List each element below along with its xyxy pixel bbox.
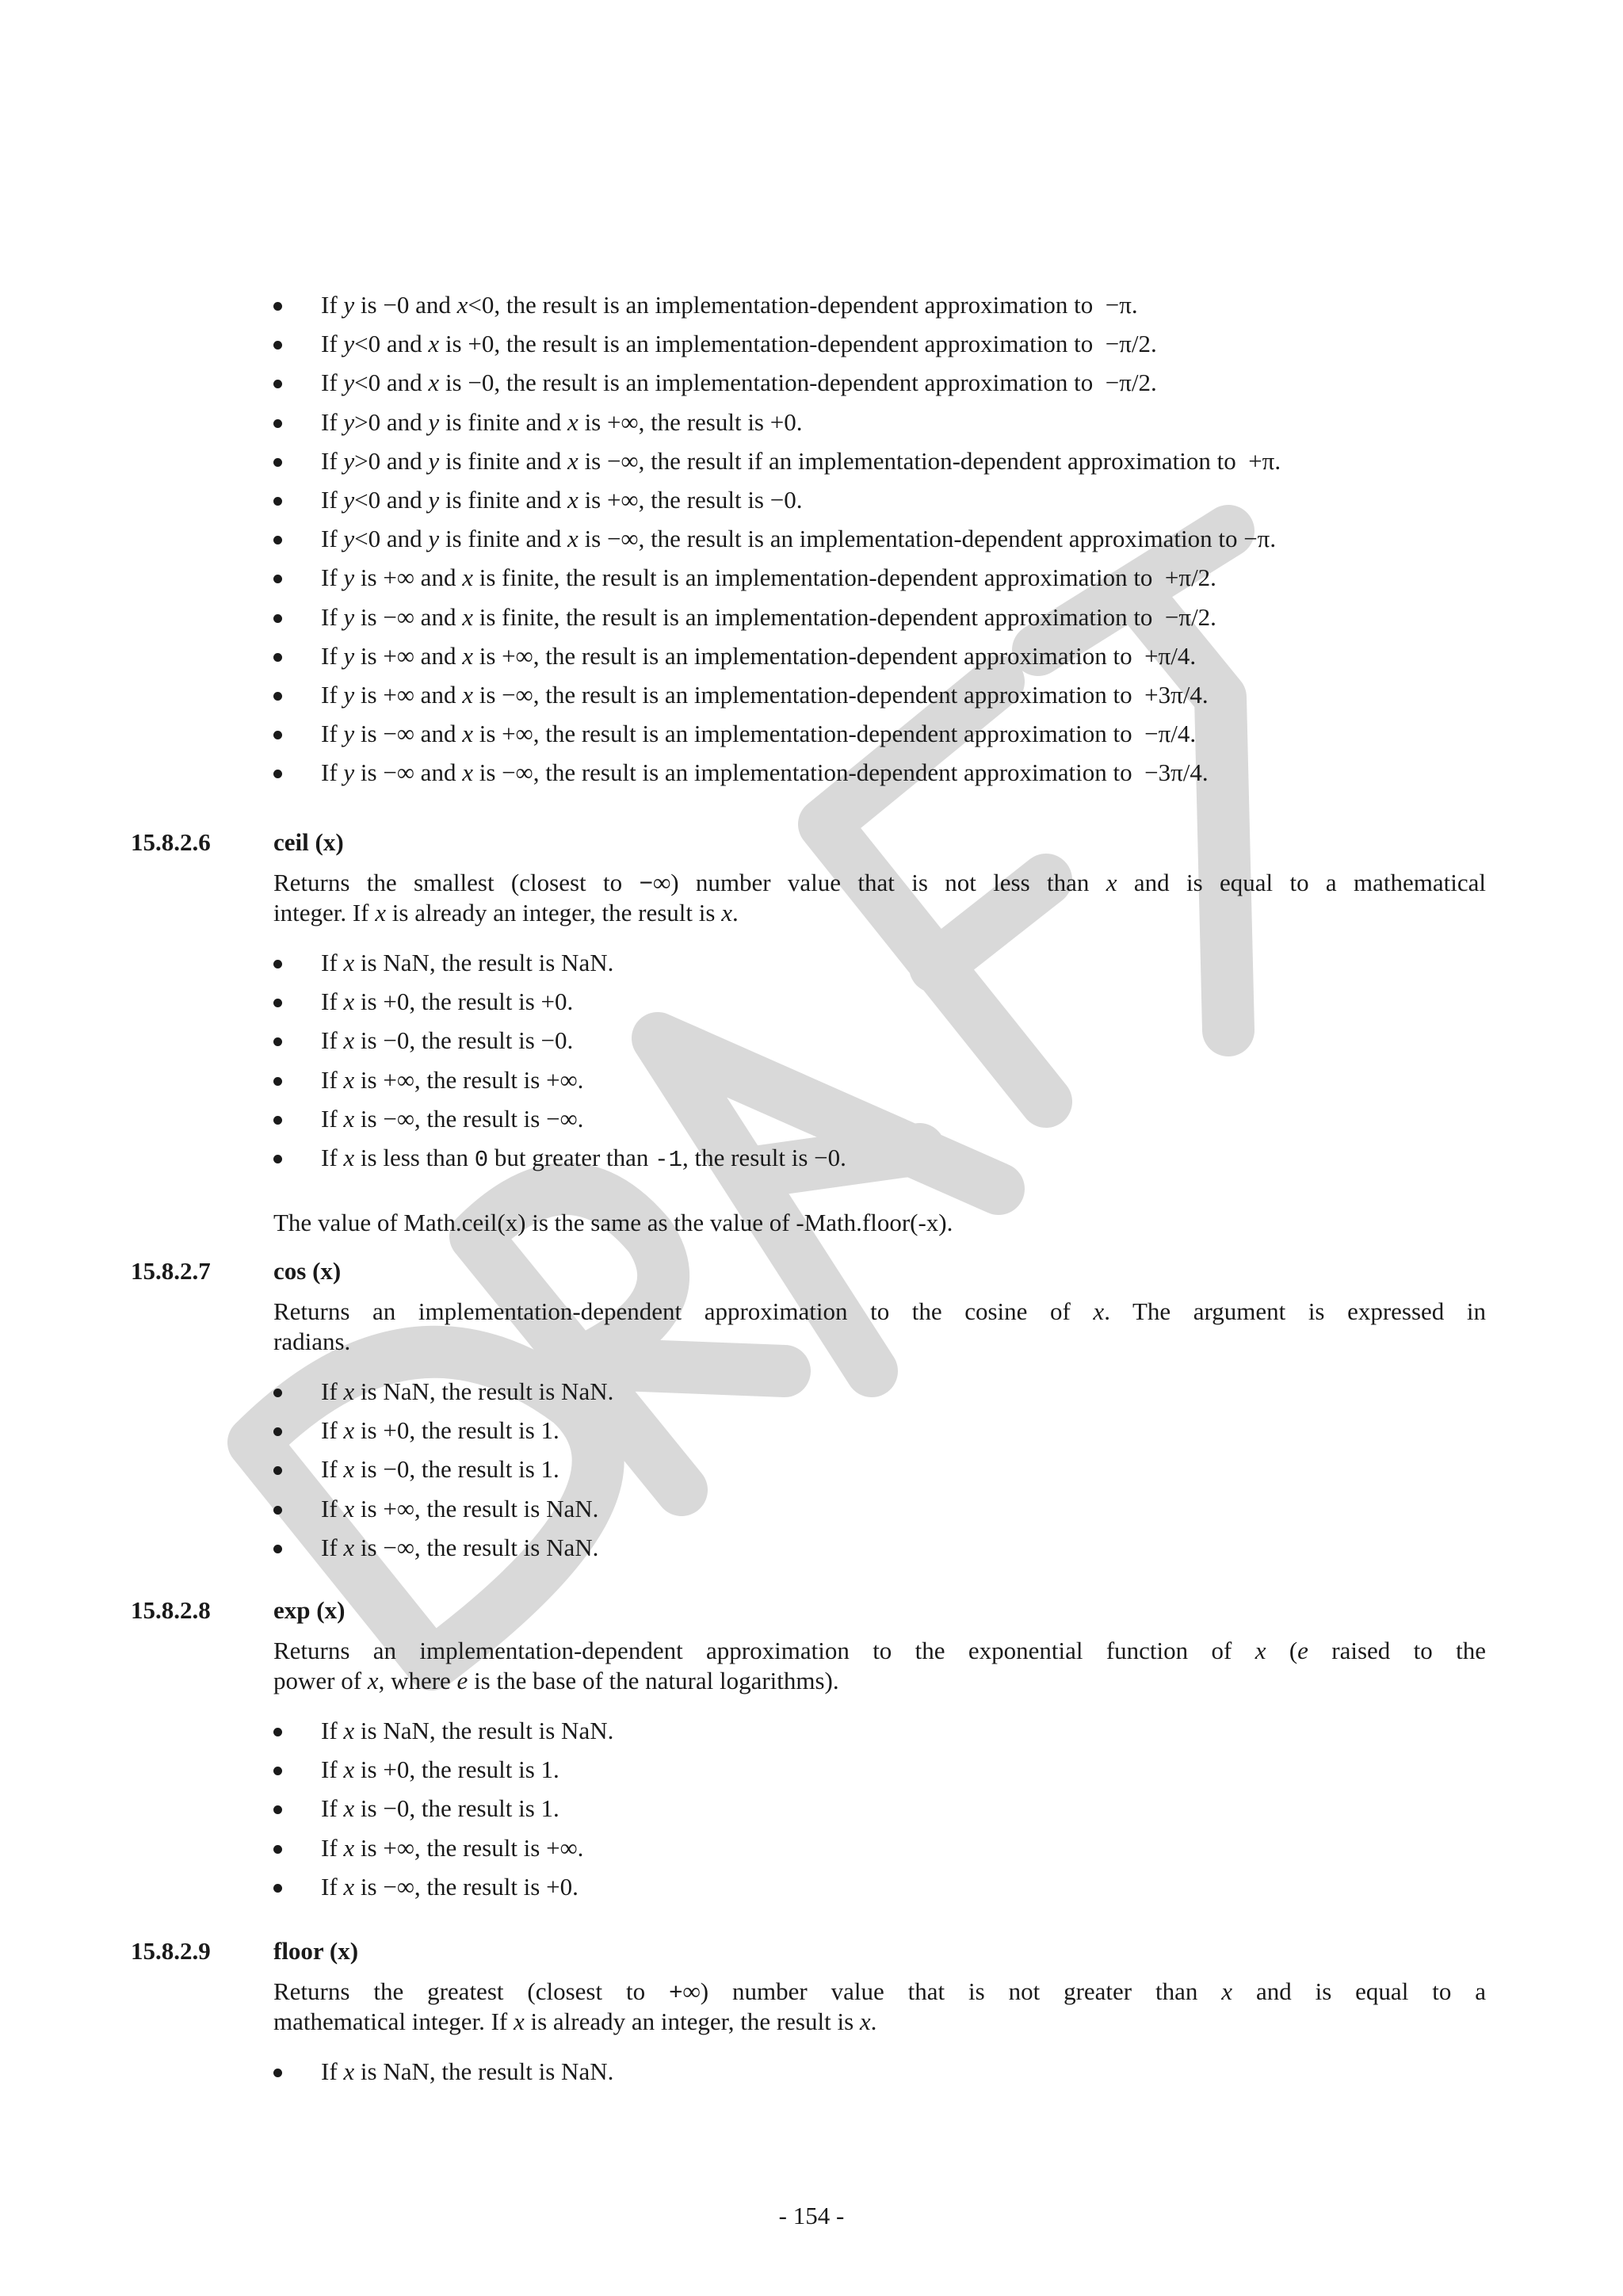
bullet-icon <box>273 1466 282 1475</box>
section-number: 15.8.2.6 <box>131 828 211 856</box>
bullet-icon <box>273 497 282 506</box>
atan2-bullet-item <box>273 758 1281 797</box>
exp-bullet-text: If x is −0, the result is 1. <box>321 1794 559 1823</box>
exp-bullet-text: If x is +0, the result is 1. <box>321 1755 559 1784</box>
floor-description <box>273 1977 1486 2037</box>
atan2-bullet-item <box>273 680 1281 719</box>
bullet-icon <box>273 1767 282 1775</box>
bullet-icon <box>273 1728 282 1736</box>
cos-bullet-item <box>273 1415 613 1454</box>
atan2-bullet-text: If y<0 and y is finite and x is +∞, the result is −0. <box>321 485 803 514</box>
bullet-icon <box>273 458 282 467</box>
exp-bullet-item <box>273 1716 613 1755</box>
atan2-bullet-item <box>273 485 1281 524</box>
bullet-icon <box>273 692 282 701</box>
atan2-bullet-text: If y is −∞ and x is −∞, the result is an implementation-dependent approximation to −3π/4. <box>321 758 1209 787</box>
atan2-bullet-item <box>273 602 1281 641</box>
atan2-bullet-text: If y is −∞ and x is +∞, the result is an implementation-dependent approximation to −π/4. <box>321 720 1197 748</box>
atan2-bullet-text: If y>0 and y is finite and x is −∞, the result if an implementation-dependent approximation to +π. <box>321 446 1281 475</box>
bullet-icon <box>273 731 282 739</box>
atan2-bullet-item <box>273 524 1281 563</box>
atan2-bullet-item <box>273 563 1281 602</box>
atan2-bullet-text: If y is −∞ and x is finite, the result is an implementation-dependent approximation to −π/2. <box>321 602 1216 631</box>
section-title-exp: exp (x) <box>273 1596 346 1624</box>
bullet-icon <box>273 1506 282 1515</box>
ceil-bullet-item <box>273 987 846 1026</box>
ceil-note: The value of Math.ceil(x) is the same as the value of -Math.floor(-x). <box>273 1209 953 1236</box>
section-title-cos: cos (x) <box>273 1257 342 1285</box>
bullet-icon <box>273 999 282 1007</box>
bullet-icon <box>273 1155 282 1163</box>
ceil-bullet-item <box>273 1143 846 1182</box>
floor-bullet-item <box>273 2057 613 2095</box>
exp-bullet-item <box>273 1872 613 1911</box>
exp-paragraph-line: power of x, where e is the base of the natural logarithms). <box>273 1667 839 1694</box>
bullet-icon <box>273 1427 282 1436</box>
atan2-bullet-text: If y is +∞ and x is −∞, the result is an implementation-dependent approximation to +3π/4. <box>321 680 1209 709</box>
bullet-icon <box>273 1077 282 1086</box>
atan2-bullet-item <box>273 641 1281 680</box>
exp-bullet-item <box>273 1833 613 1872</box>
ceil-paragraph-line: Returns the smallest (closest to −∞) number value that is not less than x and is equal to a mathematical <box>273 869 1486 896</box>
section-number: 15.8.2.7 <box>131 1257 211 1285</box>
section-number: 15.8.2.9 <box>131 1937 211 1965</box>
bullet-icon <box>273 1116 282 1125</box>
cos-description <box>273 1297 1486 1357</box>
bullet-icon <box>273 1845 282 1854</box>
exp-bullet-text: If x is NaN, the result is NaN. <box>321 1717 614 1744</box>
bullet-icon <box>273 1545 282 1553</box>
ceil-bullet-text: If x is +0, the result is +0. <box>321 988 574 1016</box>
page-number: - 154 - <box>778 2202 845 2229</box>
atan2-bullet-item <box>273 329 1281 368</box>
exp-bullet-item <box>273 1755 613 1794</box>
cos-bullet-item <box>273 1494 613 1533</box>
cos-bullet-text: If x is −0, the result is 1. <box>321 1455 559 1484</box>
cos-bullet-text: If x is +0, the result is 1. <box>321 1416 559 1445</box>
cos-bullet-list <box>273 1377 613 1572</box>
ceil-paragraph-line: integer. If x is already an integer, the result is x. <box>273 899 739 926</box>
cos-bullet-text: If x is +∞, the result is NaN. <box>321 1494 599 1522</box>
bullet-icon <box>273 614 282 623</box>
bullet-icon <box>273 960 282 968</box>
bullet-icon <box>273 2069 282 2077</box>
bullet-icon <box>273 770 282 778</box>
ceil-bullet-item <box>273 1026 846 1064</box>
ceil-bullet-text: If x is less than 0 but greater than -1, the result is −0. <box>321 1143 846 1173</box>
atan2-bullet-text: If y<0 and x is −0, the result is an implementation-dependent approximation to −π/2. <box>321 369 1157 397</box>
ceil-bullet-text: If x is +∞, the result is +∞. <box>321 1065 584 1094</box>
atan2-bullet-text: If y<0 and y is finite and x is −∞, the result is an implementation-dependent approximation to −π. <box>321 525 1277 553</box>
ceil-description <box>273 868 1486 928</box>
bullet-icon <box>273 302 282 311</box>
atan2-bullet-text: If y is +∞ and x is +∞, the result is an implementation-dependent approximation to +π/4. <box>321 641 1197 670</box>
atan2-bullet-item <box>273 719 1281 758</box>
bullet-icon <box>273 1805 282 1814</box>
cos-bullet-item <box>273 1454 613 1493</box>
floor-paragraph-line: Returns the greatest (closest to +∞) number value that is not greater than x and is equal to a <box>273 1977 1486 2005</box>
atan2-bullet-text: If y>0 and y is finite and x is +∞, the result is +0. <box>321 407 803 436</box>
ceil-bullet-item <box>273 1104 846 1143</box>
atan2-bullet-text: If y is −0 and x<0, the result is an implementation-dependent approximation to −π. <box>321 291 1138 319</box>
exp-description <box>273 1636 1486 1696</box>
bullet-icon <box>273 575 282 583</box>
cos-bullet-item <box>273 1533 613 1572</box>
bullet-icon <box>273 1037 282 1046</box>
bullet-icon <box>273 653 282 662</box>
bullet-icon <box>273 1389 282 1397</box>
exp-bullet-text: If x is +∞, the result is +∞. <box>321 1833 584 1862</box>
ceil-bullet-item <box>273 1065 846 1104</box>
ceil-bullet-item <box>273 948 846 987</box>
bullet-icon <box>273 419 282 428</box>
ceil-bullet-text: If x is NaN, the result is NaN. <box>321 949 614 976</box>
atan2-bullet-item <box>273 290 1281 329</box>
exp-bullet-list <box>273 1716 613 1911</box>
section-number: 15.8.2.8 <box>131 1596 211 1624</box>
exp-bullet-text: If x is −∞, the result is +0. <box>321 1872 579 1901</box>
atan2-bullet-item <box>273 368 1281 407</box>
floor-bullet-list <box>273 2057 613 2095</box>
bullet-icon <box>273 1884 282 1893</box>
atan2-bullet-text: If y<0 and x is +0, the result is an implementation-dependent approximation to −π/2. <box>321 330 1157 358</box>
cos-paragraph-line: Returns an implementation-dependent approximation to the cosine of x. The argument is expressed in <box>273 1297 1486 1325</box>
bullet-icon <box>273 380 282 388</box>
cos-bullet-text: If x is −∞, the result is NaN. <box>321 1533 599 1561</box>
bullet-icon <box>273 341 282 350</box>
ceil-bullet-list <box>273 948 846 1182</box>
floor-paragraph-line: mathematical integer. If x is already an integer, the result is x. <box>273 2008 877 2035</box>
ceil-bullet-text: If x is −∞, the result is −∞. <box>321 1104 584 1133</box>
cos-paragraph-line: radians. <box>273 1328 351 1355</box>
floor-bullet-text: If x is NaN, the result is NaN. <box>321 2057 614 2085</box>
atan2-bullet-item <box>273 446 1281 485</box>
cos-bullet-item <box>273 1377 613 1415</box>
atan2-bullet-item <box>273 407 1281 446</box>
section-title-floor: floor (x) <box>273 1937 359 1965</box>
section-title-ceil: ceil (x) <box>273 828 344 856</box>
exp-bullet-item <box>273 1794 613 1832</box>
atan2-bullet-list <box>273 290 1281 797</box>
cos-bullet-text: If x is NaN, the result is NaN. <box>321 1377 614 1405</box>
atan2-bullet-text: If y is +∞ and x is finite, the result is an implementation-dependent approximation to +π/2. <box>321 563 1216 592</box>
ceil-bullet-text: If x is −0, the result is −0. <box>321 1026 574 1055</box>
bullet-icon <box>273 536 282 544</box>
exp-paragraph-line: Returns an implementation-dependent approximation to the exponential function of x (e raised to the <box>273 1637 1486 1664</box>
